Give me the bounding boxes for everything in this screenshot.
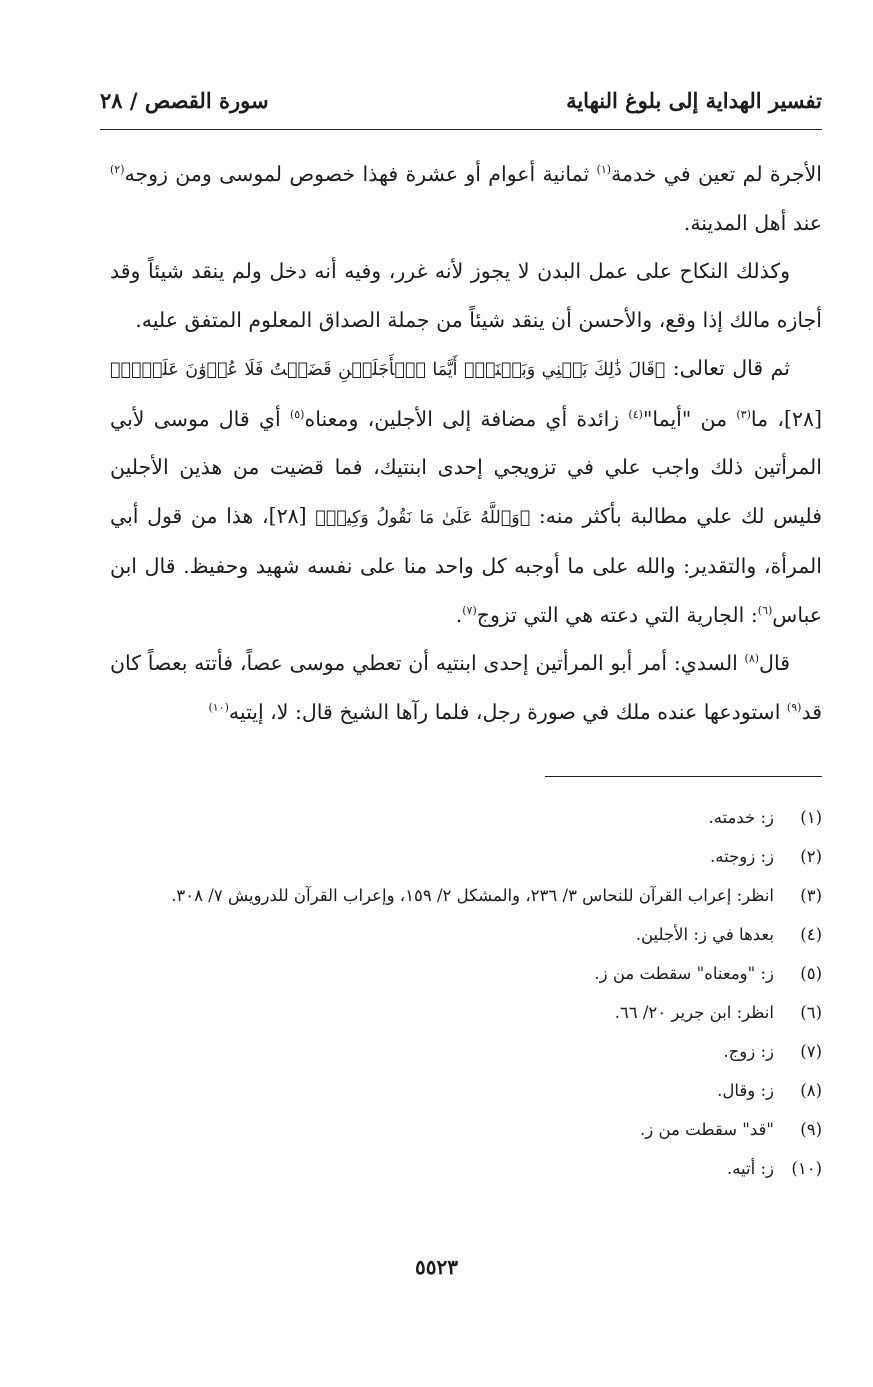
footnote-number: (٢) [800,847,822,866]
footnote-number: (٣) [800,886,822,905]
footnote-number: (٧) [800,1042,822,1061]
footnote-text: ز: زوج. [723,1042,774,1061]
footnote-number: (١٠) [791,1159,822,1178]
footnote-item [110,876,822,915]
page-number: ٥٥٢٣ [415,1255,458,1279]
footnote-number: (٤) [800,925,822,944]
footnote-ref: (٥) [289,407,305,421]
paragraph-4 [110,639,822,736]
text-span: زائدة أي مضافة إلى الأجلين، ومعناه [304,406,629,431]
book-title: تفسير الهداية إلى بلوغ النهاية [566,87,822,113]
footnote-ref: (٢) [110,163,125,177]
quran-verse: ﴿قَالَ ذَٰلِكَ بَيۡنِي وَبَيۡنَكَۖ أَيَّمَا ٱلۡأَجَلَيۡنِ قَضَيۡتُ فَلَا عُدۡوَٰنَ عَلَيَّۖ﴾ [110,360,666,380]
paragraph-1 [110,150,822,247]
footnote-item [110,1071,822,1110]
footnote-number: (١) [800,808,822,827]
footnote-item [110,993,822,1032]
text-span: . [455,602,463,627]
text-span: الأجرة لم تعين في خدمة [611,162,822,186]
footnote-item [110,1110,822,1149]
text-span: [٢٨]، ما [750,406,822,431]
surah-reference: سورة القصص / ٢٨ [100,87,269,113]
main-text [110,150,822,736]
text-span: [٢٨]، هذا من قول أبي المرأة، والتقدير: والله على ما أوجبه كل واحد منا على نفسه شهيد وحفيظ. قال ابن عباس [110,503,822,627]
footnote-ref: (٧) [462,603,477,617]
footnote-ref: (١٠) [208,700,229,714]
quran-verse: ﴿وَٱللَّهُ عَلَىٰ مَا نَقُولُ وَكِيلٞ﴾ [315,507,531,528]
footnote-ref: (١) [596,163,612,177]
text-span: من "أيما" [642,406,737,431]
text-span: : الجارية التي دعته هي التي تزوج [476,602,758,627]
footnote-text: انظر: ابن جرير ٢٠/ ٦٦. [614,1003,774,1022]
text-span: أي قال موسى لأبي المرأتين ذلك واجب علي في تزويجي إحدى ابنتيك، فما قضيت من هذين الأجلين فليس لك علي مطالبة بأكثر منه: [110,406,823,528]
text-span: قال [759,651,790,675]
text-span: ثمانية أعوام أو عشرة فهذا خصوص لموسى ومن زوجه [124,162,597,186]
footnote-item [110,915,822,954]
running-header [100,82,822,118]
footnote-number: (٩) [800,1120,822,1139]
text-span: عند أهل المدينة. [683,210,822,235]
footnote-ref: (٣) [736,407,751,421]
footnote-text: انظر: إعراب القرآن للنحاس ٣/ ٢٣٦، والمشكل ٢/ ١٥٩، وإعراب القرآن للدرويش ٧/ ٣٠٨. [171,886,774,905]
text-span: السدي: أمر أبو المرأتين إحدى ابنتيه أن تعطي موسى عصاً، فأتته بعصاً كان قد [110,651,822,724]
footnote-divider [545,776,822,777]
paragraph-2: وكذلك النكاح على عمل البدن لا يجوز لأنه غرر، وفيه أنه دخل ولم ينقد شيئاً وقد أجازه مالك إذا وقع، والأحسن أن ينقد شيئاً من جملة الصداق المعلوم المتفق عليه. [110,259,822,332]
footnote-text: بعدها في ز: الأجلين. [635,925,774,944]
footnote-text: "قد" سقطت من ز. [640,1120,774,1139]
footnote-item [110,837,822,876]
paragraph-3 [110,344,822,639]
footnote-number: (٥) [800,964,822,983]
footnote-ref: (٨) [744,652,760,666]
footnotes [110,798,822,1188]
footnote-text: ز: زوجته. [710,847,774,866]
footnote-item [110,954,822,993]
footnote-item [110,1149,822,1188]
footnote-text: ز: خدمته. [708,808,774,827]
footnote-item [110,1032,822,1071]
footnote-ref: (٩) [786,700,802,714]
footnote-ref: (٦) [757,603,773,617]
footnote-number: (٦) [800,1003,822,1022]
footnote-text: ز: وقال. [717,1081,774,1100]
text-span: استودعها عنده ملك في صورة رجل، فلما رآها الشيخ قال: لا، إيتيه [228,699,787,724]
footnote-text: ز: أتيه. [726,1159,774,1178]
footnote-number: (٨) [800,1081,822,1100]
text-span: ثم قال تعالى: [665,356,791,380]
footnote-item [110,798,822,837]
header-divider [100,129,822,130]
footnote-text: ز: "ومعناه" سقطت من ز. [594,964,774,983]
footnote-ref: (٤) [628,407,643,421]
